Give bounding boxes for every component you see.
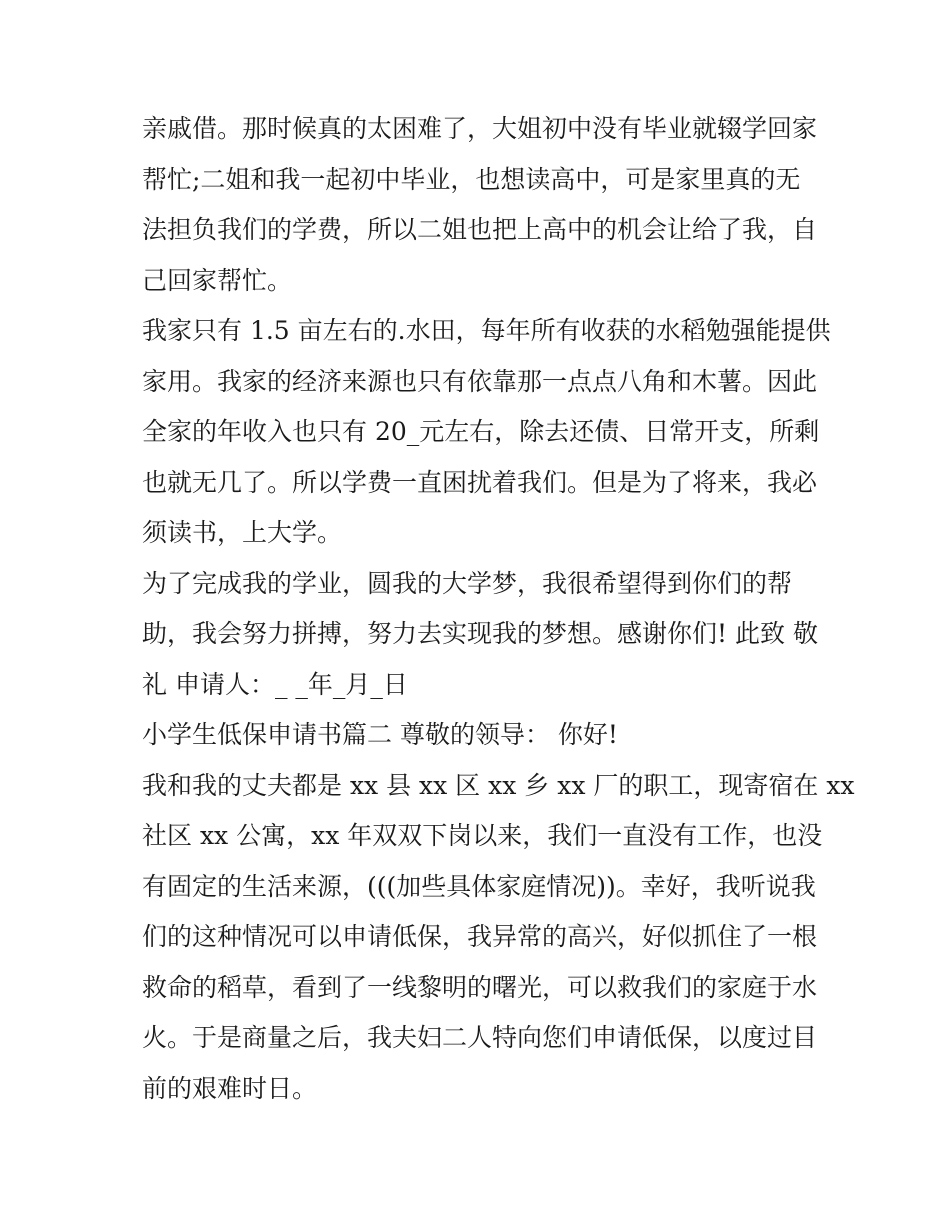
text-line: 也就无几了。所以学费一直困扰着我们。但是为了将来，我必 — [142, 467, 818, 497]
text-line: 法担负我们的学费，所以二姐也把上高中的机会让给了我，自 — [142, 215, 818, 244]
text-line: 我家只有 1.5 亩左右的.水田，每年所有收获的水稻勉强能提供 — [142, 316, 831, 345]
text-line: 我和我的丈夫都是 xx 县 xx 区 xx 乡 xx 厂的职工，现寄宿在 xx — [142, 770, 855, 800]
text-line: 救命的稻草，看到了一线黎明的曙光，可以救我们的家庭于水 — [142, 972, 818, 1002]
text-line: 己回家帮忙。 — [142, 265, 293, 295]
text-line: 须读书，上大学。 — [142, 518, 343, 547]
text-line: 礼 申请人：_ _年_月_日 — [142, 669, 408, 699]
text-line: 火。于是商量之后，我夫妇二人特向您们申请低保，以度过目 — [142, 1023, 818, 1052]
text-line: 全家的年收入也只有 20_元左右，除去还债、日常开支，所剩 — [142, 417, 820, 446]
text-line: 社区 xx 公寓，xx 年双双下岗以来，我们一直没有工作，也没 — [142, 821, 823, 850]
document-body — [142, 104, 855, 1114]
text-line: 为了完成我的学业，圆我的大学梦，我很希望得到你们的帮 — [142, 568, 793, 598]
text-line: 助，我会努力拼搏，努力去实现我的梦想。感谢你们! 此致 敬 — [142, 619, 818, 648]
text-line: 们的这种情况可以申请低保，我异常的高兴，好似抓住了一根 — [142, 922, 818, 951]
text-line: 有固定的生活来源，(((加些具体家庭情况))。幸好，我听说我 — [142, 871, 816, 901]
text-line: 前的艰难时日。 — [142, 1073, 318, 1103]
section-heading: 小学生低保申请书篇二 尊敬的领导： 你好! — [142, 720, 618, 749]
text-line: 帮忙;二姐和我一起初中毕业，也想读高中，可是家里真的无 — [142, 164, 801, 194]
text-line: 亲戚借。那时候真的太困难了，大姐初中没有毕业就辍学回家 — [142, 114, 818, 143]
text-line: 家用。我家的经济来源也只有依靠那一点点八角和木薯。因此 — [142, 366, 818, 396]
